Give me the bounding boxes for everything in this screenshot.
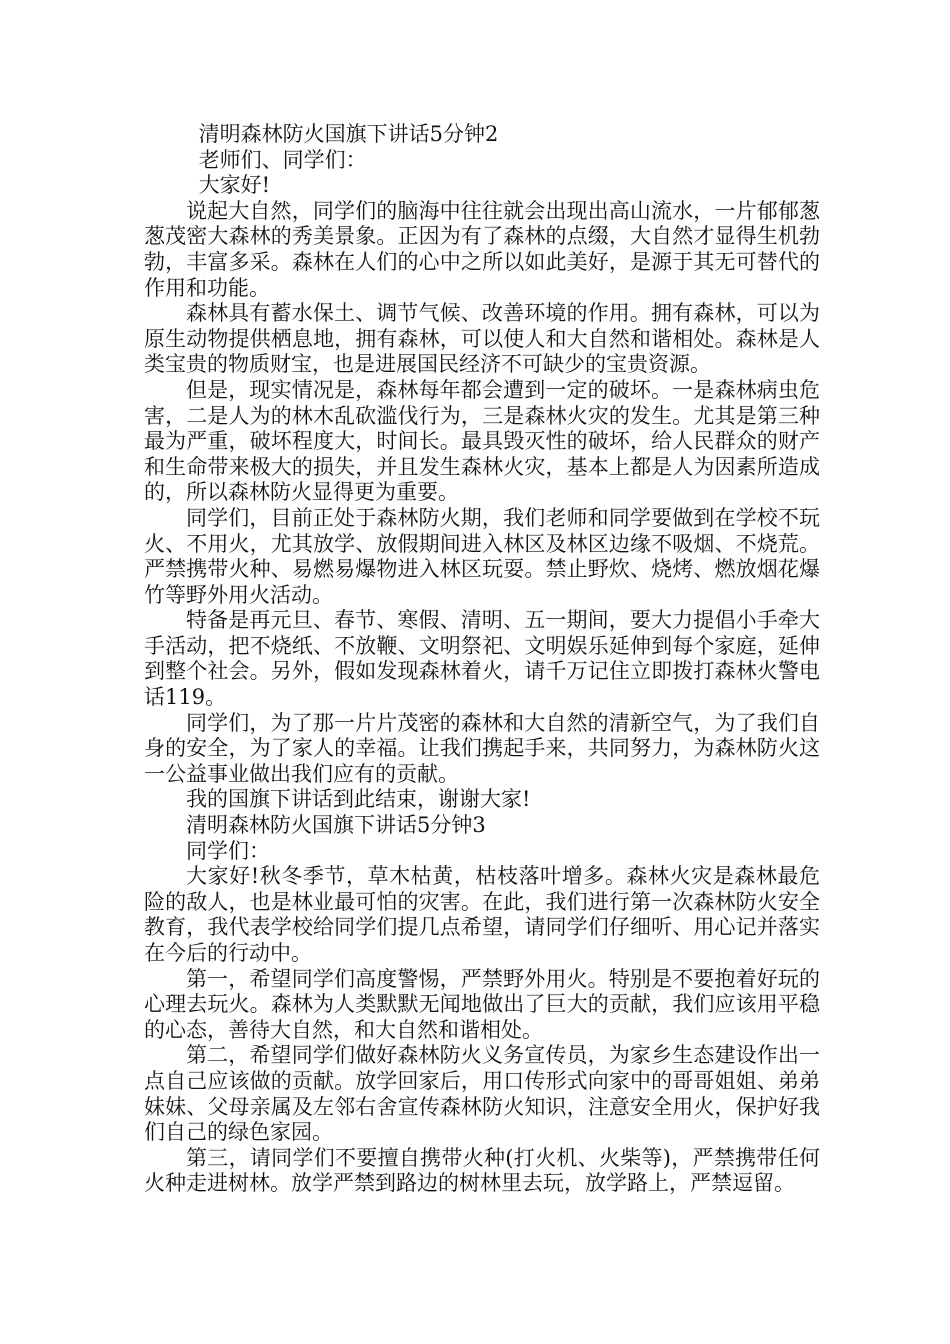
body-paragraph: 但是，现实情况是，森林每年都会遭到一定的破坏。一是森林病虫危害，二是人为的林木乱砍滥伐行为，三是森林火灾的发生。尤其是第三种最为严重，破坏程度大，时间长。最具毁灭性的破坏，给人民群众的财产和生命带来极大的损失，并且发生森林火灾，基本上都是人为因素所造成的，所以森林防火显得更为重要。: [144, 377, 820, 505]
heading-line: 清明森林防火国旗下讲话5分钟2: [198, 122, 499, 146]
body-paragraph: 特备是再元旦、春节、寒假、清明、五一期间，要大力提倡小手牵大手活动，把不烧纸、不放鞭、文明祭祀、文明娱乐延伸到每个家庭，延伸到整个社会。另外，假如发现森林着火，请千万记住立即拨打森林火警电话119。: [144, 608, 820, 710]
body-paragraph: 第一，希望同学们高度警惕，严禁野外用火。特别是不要抱着好玩的心理去玩火。森林为人类默默无闻地做出了巨大的贡献，我们应该用平稳的心态，善待大自然，和大自然和谐相处。: [144, 966, 820, 1042]
body-paragraph: 清明森林防火国旗下讲话5分钟3: [186, 813, 486, 838]
body-paragraph: 同学们：: [186, 838, 270, 863]
body-paragraph: 我的国旗下讲话到此结束，谢谢大家!: [186, 787, 531, 812]
body-paragraph: 同学们，为了那一片片茂密的森林和大自然的清新空气，为了我们自身的安全，为了家人的幸福。让我们携起手来，共同努力，为森林防火这一公益事业做出我们应有的贡献。: [144, 710, 820, 786]
body-paragraph: 说起大自然，同学们的脑海中往往就会出现出高山流水，一片郁郁葱葱茂密大森林的秀美景象。正因为有了森林的点缀，大自然才显得生机勃勃，丰富多采。森林在人们的心中之所以如此美好，是源于其无可替代的作用和功能。: [144, 198, 820, 300]
body-paragraph: 森林具有蓄水保土、调节气候、改善环境的作用。拥有森林，可以为原生动物提供栖息地，拥有森林，可以使人和大自然和谐相处。森林是人类宝贵的物质财宝，也是进展国民经济不可缺少的宝贵资源。: [144, 301, 820, 377]
document-body: [144, 122, 820, 1197]
heading-line: 大家好!: [198, 173, 271, 198]
body-paragraph: 大家好!秋冬季节，草木枯黄，枯枝落叶增多。森林火灾是森林最危险的敌人，也是林业最可怕的灾害。在此，我们进行第一次森林防火安全教育，我代表学校给同学们提几点希望，请同学们仔细听、用心记并落实在今后的行动中。: [144, 864, 820, 965]
heading-line: 老师们、同学们：: [198, 147, 367, 172]
body-paragraph: 第三，请同学们不要擅自携带火种(打火机、火柴等)，严禁携带任何火种走进树林。放学严禁到路边的树林里去玩，放学路上，严禁逗留。: [144, 1145, 820, 1196]
body-paragraph: 第二，希望同学们做好森林防火义务宣传员，为家乡生态建设作出一点自己应该做的贡献。放学回家后，用口传形式向家中的哥哥姐姐、弟弟妹妹、父母亲属及左邻右舍宣传森林防火知识，注意安全用火，保护好我们自己的绿色家园。: [144, 1043, 820, 1145]
body-paragraph: 同学们，目前正处于森林防火期，我们老师和同学要做到在学校不玩火、不用火，尤其放学、放假期间进入林区及林区边缘不吸烟、不烧荒。严禁携带火种、易燃易爆物进入林区玩耍。禁止野炊、烧烤、燃放烟花爆竹等野外用火活动。: [144, 505, 820, 607]
